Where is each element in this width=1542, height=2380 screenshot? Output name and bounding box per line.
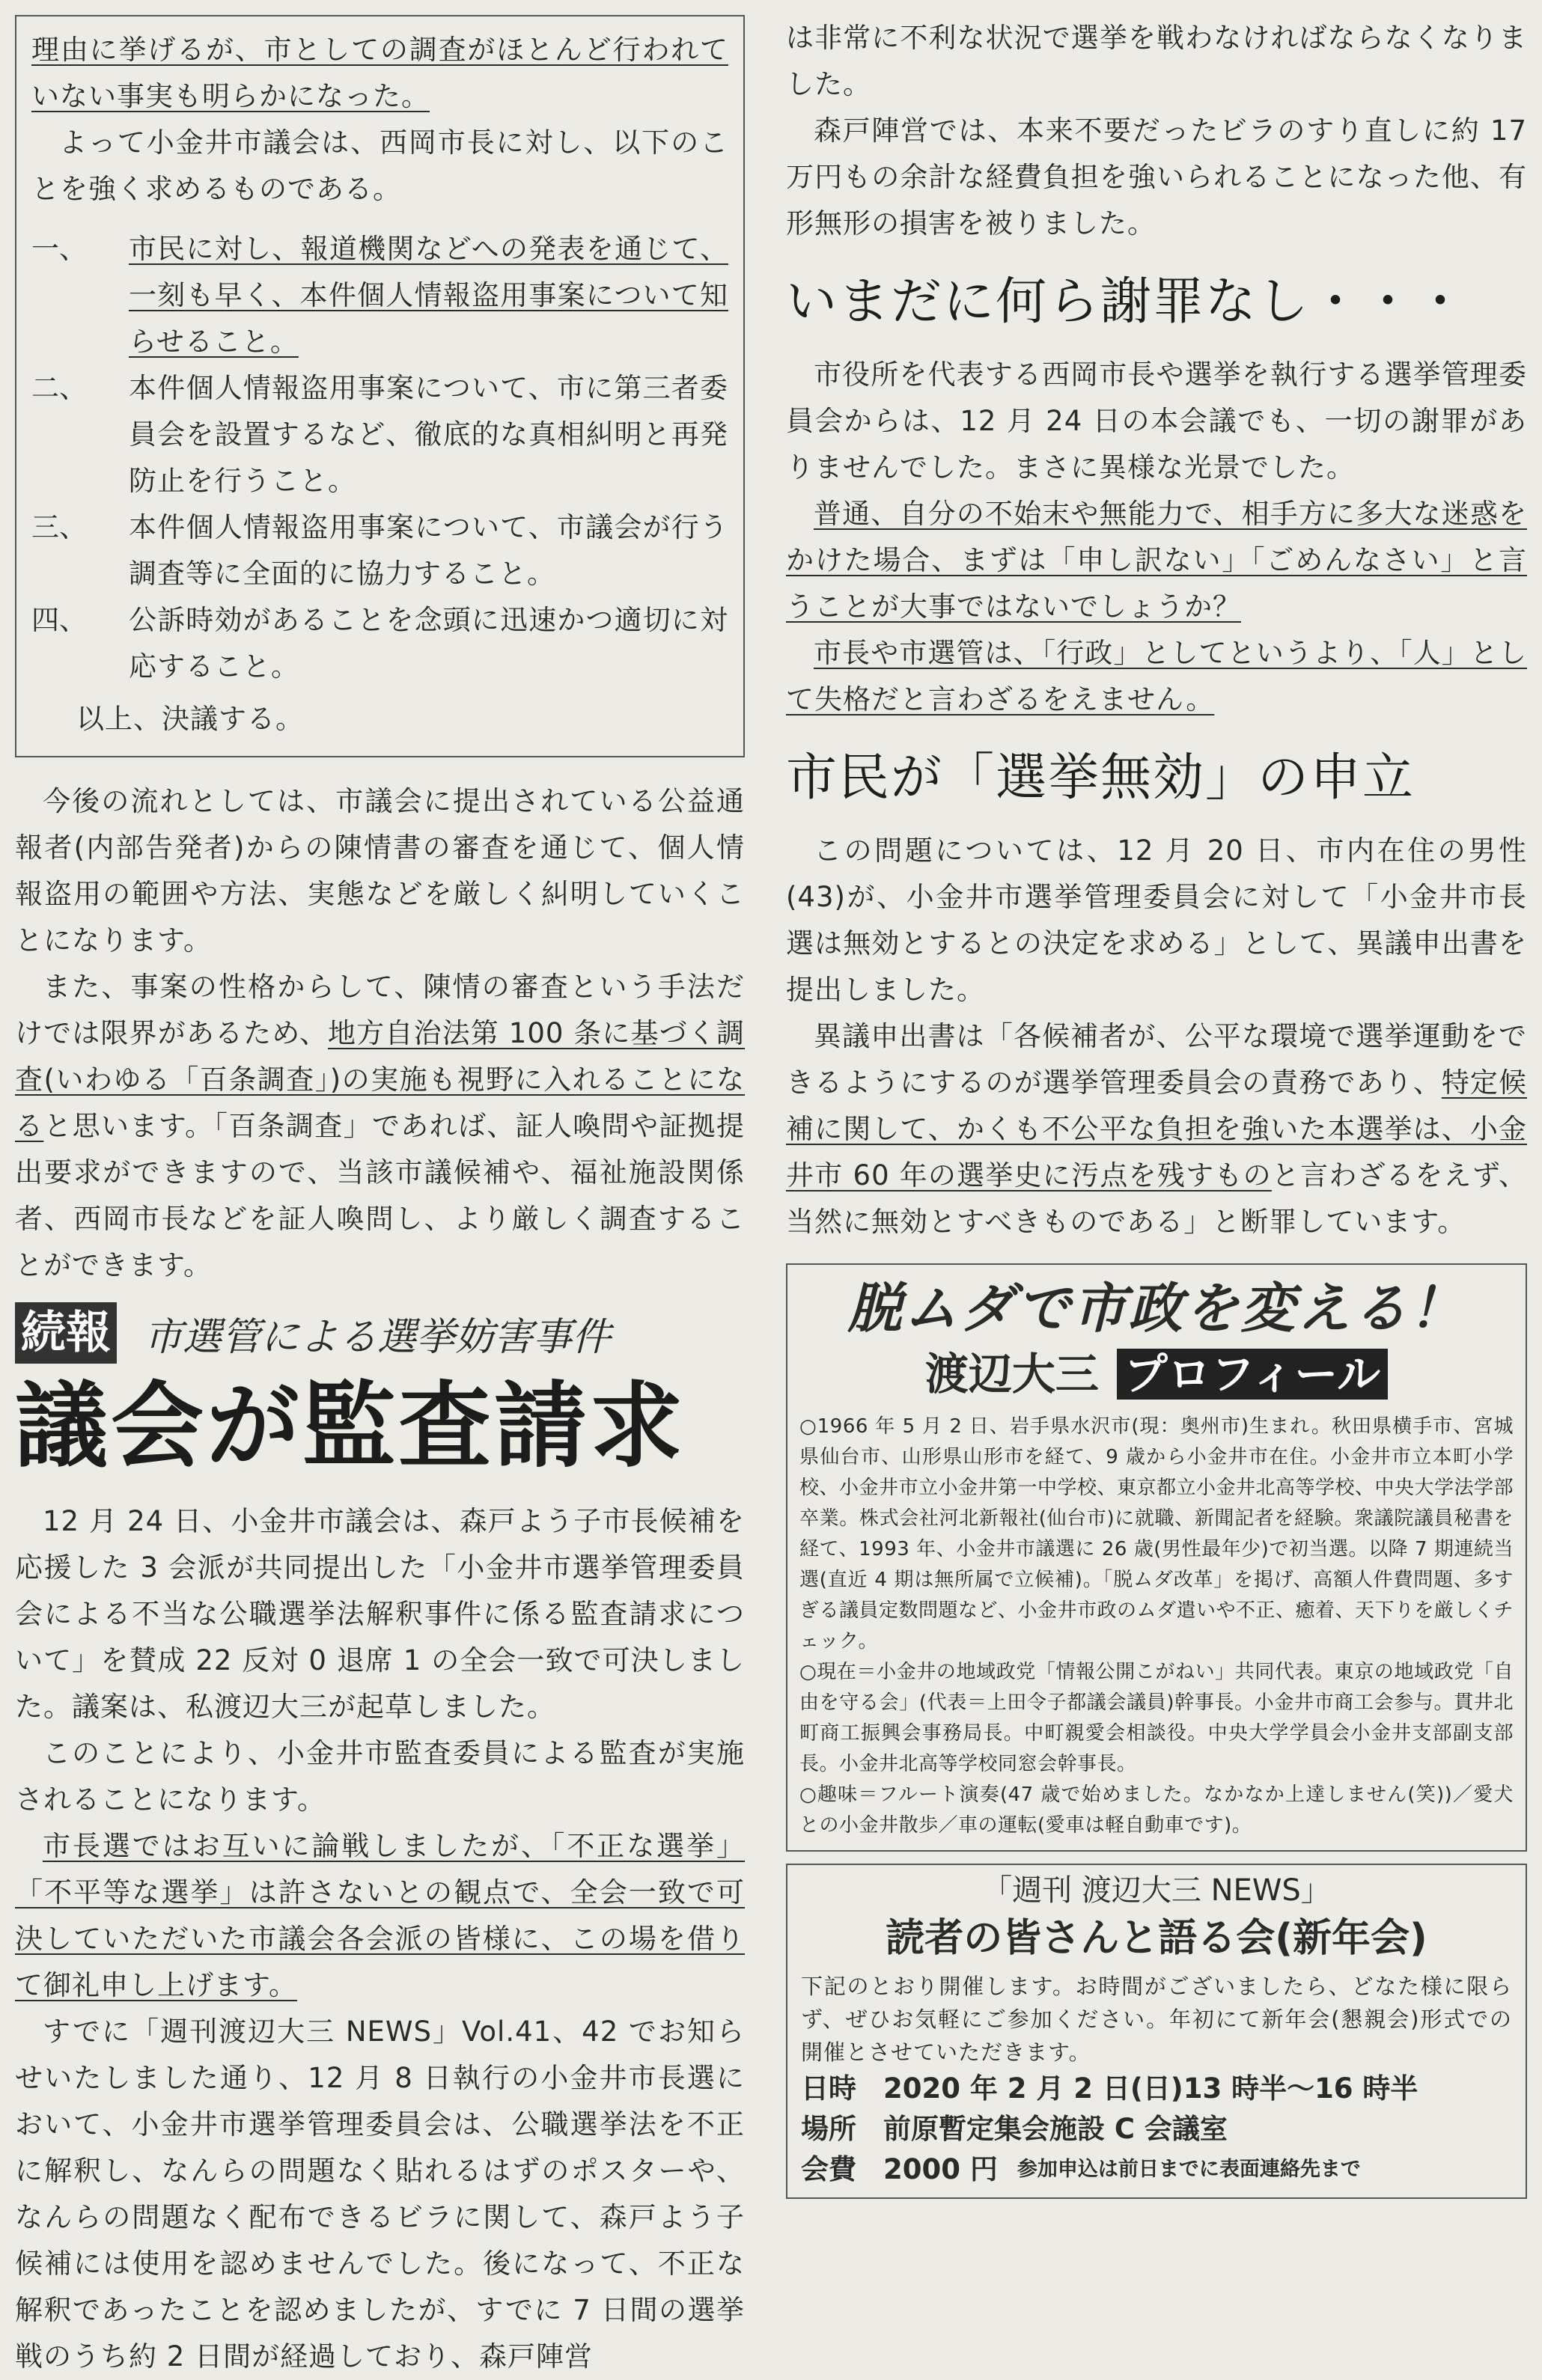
body-paragraph: 普通、自分の不始末や無能力で、相手方に多大な迷惑をかけた場合、まずは「申し訳ない」「ごめんなさい」と言うことが大事ではないでしょうか？	[786, 498, 1527, 623]
resolution-item-text: 市民に対し、報道機関などへの発表を通じて、一刻も早く、本件個人情報盗用事案について知らせること。	[129, 233, 728, 358]
body-text-underlined: 地方自治法第 100 条に基づく調査(いわゆる「百条調査」)の実施も視野に入れることになる	[15, 1017, 745, 1142]
body-paragraph: は非常に不利な状況で選挙を戦わなければならなくなりました。	[786, 22, 1527, 100]
resolution-item-text: 本件個人情報盗用事案について、市議会が行う調査等に全面的に協力すること。	[129, 511, 728, 590]
event-date-row	[801, 2069, 1512, 2109]
body-paragraph: この問題については、12 月 20 日、市内在住の男性(43)が、小金井市選挙管理委員会に対して「小金井市長選は無効とするとの決定を求める」として、異議申出書を提出しました。	[786, 834, 1527, 1006]
resolution-item-text: 公訴時効があることを念頭に迅速かつ適切に対応すること。	[129, 604, 728, 683]
body-paragraph: 12 月 24 日、小金井市議会は、森戸よう子市長候補を応援した 3 会派が共同提出した「小金井市選挙管理委員会による不当な公職選挙法解釈事件に係る監査請求について」を賛成 22 反対 0 退席 1 の全会一致で可決しました。議案は、私渡辺大三が起草しました。	[15, 1505, 745, 1723]
resolution-item	[31, 365, 728, 504]
resolution-conclusion: 以上、決議する。	[76, 703, 304, 735]
body-paragraph: このことにより、小金井市監査委員による監査が実施されることになります。	[15, 1737, 745, 1816]
resolution-item-number: 二、	[31, 372, 87, 404]
profile-name: 渡辺大三	[924, 1349, 1099, 1400]
profile-title	[799, 1344, 1514, 1404]
resolution-text: よって小金井市議会は、西岡市長に対し、以下のことを強く求めるものである。	[31, 126, 728, 205]
resolution-item	[31, 597, 728, 690]
event-fee-row	[801, 2149, 1512, 2190]
event-fee-note: 参加申込は前日までに表面連絡先まで	[1017, 2158, 1361, 2181]
event-title: 読者の皆さんと語る会(新年会)	[886, 1916, 1427, 1961]
resolution-item-number: 三、	[31, 511, 87, 543]
report-header	[15, 1302, 745, 1364]
resolution-item-number: 四、	[31, 604, 87, 636]
profile-slogan: 脱ムダで市政を変える！	[847, 1277, 1466, 1340]
event-description: 下記のとおり開催します。お時間がございましたら、どなた様に限らず、ぜひお気軽にご参加ください。年初にて新年会(懇親会)形式での開催とさせていただきます。	[801, 1974, 1512, 2065]
body-text-underlined: 特定候補に関して、かくも不公平な負担を強いた本選挙は、小金井市 60 年の選挙史に汚点を残すもの	[786, 1067, 1528, 1191]
body-paragraph: 市長や市選管は、「行政」としてというより、「人」として失格だと言わざるをえません。	[786, 637, 1527, 715]
event-fee-value: 2000 円	[883, 2153, 998, 2185]
headline: 議会が監査請求	[15, 1373, 686, 1480]
resolution-box	[15, 15, 745, 757]
profile-box	[786, 1263, 1527, 1852]
body-paragraph: 今後の流れとしては、市議会に提出されている公益通報者(内部告発者)からの陳情書の審査を通じて、個人情報盗用の範囲や方法、実態などを厳しく糾明していくことになります。	[15, 785, 745, 956]
body-paragraph: 森戸陣営では、本来不要だったビラのすり直しに約 17 万円もの余計な経費負担を強いられることになった他、有形無形の損害を被りました。	[786, 115, 1527, 239]
profile-paragraph: ○1966 年 5 月 2 日、岩手県水沢市(現：奥州市)生まれ。秋田県横手市、宮城県仙台市、山形県山形市を経て、9 歳から小金井市在住。小金井市立本町小学校、小金井市立小金井第一中学校、東京都立小金井北高等学校、中央大学法学部卒業。株式会社河北新報社(仙台市)に就職、新聞記者を経験。衆議院議員秘書を経て、1993 年、小金井市議選に 26 歳(男性最年少)で初当選。以降 7 期連続当選(直近 4 期は無所属で立候補)。「脱ムダ改革」を掲げ、高額人件費問題、多すぎる議員定数問題など、小金井市政のムダ遣いや不正、癒着、天下りを厳しくチェック。	[799, 1415, 1514, 1653]
resolution-text: 理由に挙げるが、市としての調査がほとんど行われていない事実も明らかになった。	[31, 34, 728, 112]
resolution-item	[31, 226, 728, 365]
body-paragraph	[15, 964, 745, 1289]
body-text: と思います。「百条調査」であれば、証人喚問や証拠提出要求ができますので、当該市議候補や、福祉施設関係者、西岡市長などを証人喚問し、より厳しく調査することができます。	[15, 1110, 745, 1281]
body-paragraph: 市長選ではお互いに論戦しましたが、「不正な選挙」「不平等な選挙」は許さないとの観点で、全会一致で可決していただいた市議会各会派の皆様に、この場を借りて御礼申し上げます。	[15, 1830, 745, 2001]
event-date-label: 日時	[801, 2072, 856, 2105]
body-text: と言わざるをえず、当然に無効とすべきものである」と断罪しています。	[786, 1159, 1527, 1238]
event-place-row	[801, 2109, 1512, 2149]
right-column	[786, 15, 1527, 2199]
body-paragraph: 市役所を代表する西岡市長や選挙を執行する選挙管理委員会からは、12 月 24 日の本会議でも、一切の謝罪がありませんでした。まさに異様な光景でした。	[786, 358, 1527, 483]
profile-paragraph: ○趣味＝フルート演奏(47 歳で始めました。なかなか上達しません(笑))／愛犬との小金井散歩／車の運転(愛車は軽自動車です)。	[799, 1784, 1514, 1837]
resolution-item-text: 本件個人情報盗用事案について、市に第三者委員会を設置するなど、徹底的な真相糾明と再発防止を行うこと。	[129, 372, 728, 497]
event-top-label: 「週刊 渡辺大三 NEWS」	[982, 1873, 1331, 1908]
body-paragraph: すでに「週刊渡辺大三 NEWS」Vol.41、42 でお知らせいたしました通り、12 月 8 日執行の小金井市長選において、小金井市選挙管理委員会は、公職選挙法を不正に解釈し、なんらの問題なく貼れるはずのポスターや、なんらの問題なく配布できるビラに関して、森戸よう子候補には使用を認めませんでした。後になって、不正な解釈であったことを認めましたが、すでに 7 日間の選挙戦のうち約 2 日間が経過しており、森戸陣営	[15, 2016, 745, 2373]
event-box	[786, 1864, 1527, 2199]
event-date-value: 2020 年 2 月 2 日(日)13 時半～16 時半	[883, 2072, 1418, 2105]
left-column	[15, 15, 745, 2380]
profile-tag: プロフィール	[1117, 1349, 1388, 1400]
report-subtitle: 市選管による選挙妨害事件	[144, 1314, 612, 1360]
body-text: 異議申出書は「各候補者が、公平な環境で選挙運動をできるようにするのが選挙管理委員会の責務であり、	[786, 1020, 1527, 1099]
event-place-value: 前原暫定集会施設 C 会議室	[883, 2113, 1228, 2145]
resolution-item	[31, 504, 728, 597]
resolution-item-number: 一、	[31, 233, 87, 265]
report-tag: 続報	[15, 1302, 117, 1364]
body-text: また、事案の性格からして、陳情の審査という手法だけでは限界があるため、	[15, 971, 745, 1049]
section-heading: いまだに何ら謝罪なし・・・	[786, 272, 1468, 332]
profile-paragraph: ○現在＝小金井の地域政党「情報公開こがねい」共同代表。東京の地域政党「自由を守る会」(代表＝上田令子都議会議員)幹事長。小金井市商工会参与。貫井北町商工振興会事務局長。中町親愛会相談役。中央大学学員会小金井支部副支部長。小金井北高等学校同窓会幹事長。	[799, 1661, 1514, 1775]
section-heading: 市民が「選挙無効」の申立	[786, 748, 1415, 808]
event-fee-label: 会費	[801, 2153, 856, 2185]
body-paragraph	[786, 1013, 1527, 1245]
event-place-label: 場所	[801, 2113, 856, 2145]
